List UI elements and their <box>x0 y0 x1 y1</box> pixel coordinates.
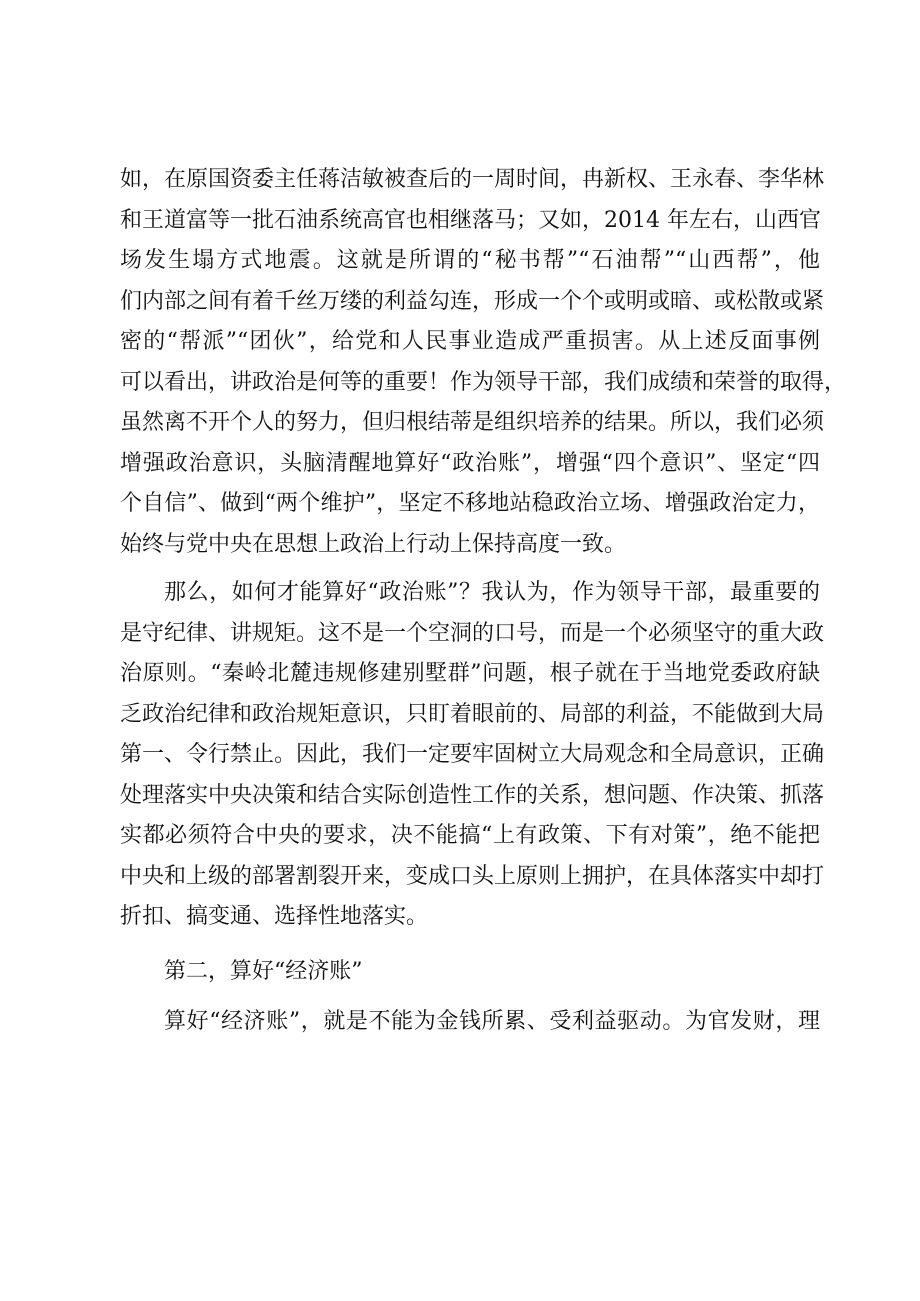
text-line: 场发生塌方式地震。这就是所谓的“秘书帮”“石油帮”“山西帮”，他 <box>120 248 820 273</box>
text-line: 虽然离不开个人的努力，但归根结蒂是组织培养的结果。所以，我们必须 <box>120 410 825 435</box>
text-line: 们内部之间有着千丝万缕的利益勾连，形成一个个或明或暗、或松散或紧 <box>120 288 825 314</box>
text-line: 中央和上级的部署割裂开来，变成口头上原则上拥护，在具体落实中却打 <box>120 863 825 889</box>
text-line: 实都必须符合中央的要求，决不能搞“上有政策、下有对策”，绝不能把 <box>120 823 820 848</box>
text-line: 增强政治意识，头脑清醒地算好“政治账”，增强“四个意识”、坚定“四 <box>120 450 820 476</box>
document-body <box>120 160 847 1043</box>
text-line: 个自信”、做到“两个维护”，坚定不移地站稳政治立场、增强政治定力， <box>120 491 820 516</box>
text-line: 乏政治纪律和政治规矩意识，只盯着眼前的、局部的利益，不能做到大局 <box>120 701 825 727</box>
text-line: 第一、令行禁止。因此，我们一定要牢固树立大局观念和全局意识，正确 <box>120 742 825 767</box>
text-line: 如，在原国资委主任蒋洁敏被查后的一周时间，冉新权、王永春、李华林 <box>120 167 825 192</box>
text-line: 折扣、搞变通、选择性地落实。 <box>120 904 429 929</box>
paragraph-political-account <box>120 573 825 938</box>
text-line: 治原则。“秦岭北麓违规修建别墅群”问题，根子就在于当地党委政府缺 <box>120 661 820 686</box>
text-line: 处理落实中央决策和结合实际创造性工作的关系，想问题、作决策、抓落 <box>120 782 825 808</box>
paragraph-political-examples <box>120 160 847 565</box>
text-line: 算好“经济账”，就是不能为金钱所累、受利益驱动。为官发财，理 <box>164 1009 820 1034</box>
paragraph-economic-account <box>120 1002 820 1043</box>
section-heading: 第二，算好“经济账” <box>164 958 363 984</box>
text-line: 那么，如何才能算好“政治账”？我认为，作为领导干部，最重要的 <box>164 580 820 605</box>
text-line: 和王道富等一批石油系统高官也相继落马；又如，2014 年左右，山西官 <box>120 207 821 233</box>
text-line: 密的“帮派”“团伙”，给党和人民事业造成严重损害。从上述反面事例 <box>120 329 820 354</box>
text-line: 始终与党中央在思想上政治上行动上保持高度一致。 <box>120 531 627 557</box>
text-line: 可以看出，讲政治是何等的重要！作为领导干部，我们成绩和荣誉的取得， <box>120 369 847 395</box>
text-line: 是守纪律、讲规矩。这不是一个空洞的口号，而是一个必须坚守的重大政 <box>120 620 825 646</box>
